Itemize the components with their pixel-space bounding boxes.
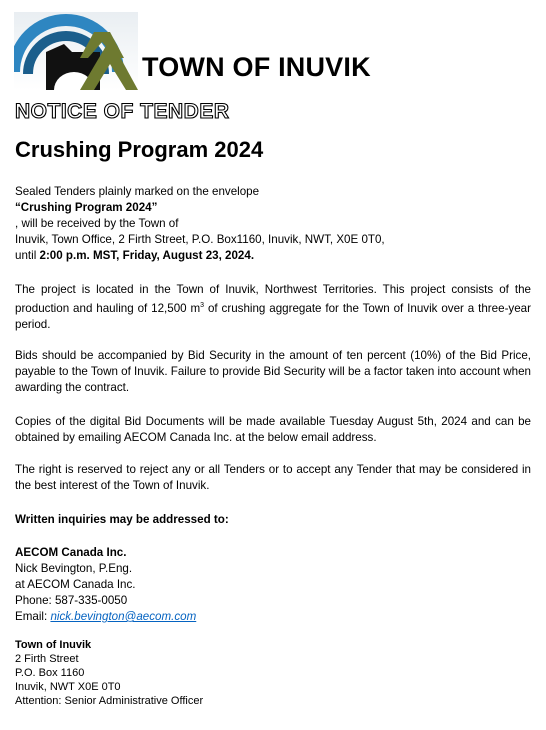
project-paragraph xyxy=(15,282,531,333)
email-link[interactable]: nick.bevington@aecom.com xyxy=(50,610,197,623)
reservation-paragraph: The right is reserved to reject any or all Tenders or to accept any Tender that may be considered in the best interest of the Town of Inuvik. xyxy=(15,463,531,492)
town-po-box: P.O. Box 1160 xyxy=(15,667,85,679)
project-text: of crushing aggregate for the Town of Inuvik over a three-year period. xyxy=(15,301,531,331)
intro-line: , will be received by the Town of xyxy=(15,217,179,230)
org-name: TOWN OF INUVIK xyxy=(142,52,371,82)
contact-name: Nick Bevington, P.Eng. xyxy=(15,562,133,575)
town-logo-header xyxy=(14,12,416,92)
town-of-inuvik-logo-icon xyxy=(14,12,138,90)
project-name: “Crushing Program 2024” xyxy=(15,201,158,214)
inquiries-heading: Written inquiries may be addressed to: xyxy=(15,513,229,526)
notice-heading: NOTICE OF TENDER xyxy=(15,100,230,123)
town-name: Town of Inuvik xyxy=(15,639,92,651)
until-text: until xyxy=(15,249,40,262)
town-street: 2 Firth Street xyxy=(15,653,79,665)
town-address xyxy=(15,638,531,708)
intro-line: Inuvik, Town Office, 2 Firth Street, P.O. Box1160, Inuvik, NWT, X0E 0T0, xyxy=(15,233,385,246)
bids-paragraph: Bids should be accompanied by Bid Security in the amount of ten percent (10%) of the Bid Price, payable to the Town of Inuvik. Failure to provide Bid Security will be a factor taken into account when awarding the contract. xyxy=(15,349,531,394)
deadline-line xyxy=(15,248,531,264)
town-city: Inuvik, NWT X0E 0T0 xyxy=(15,681,121,693)
contact-email-line xyxy=(15,609,531,625)
intro-paragraph xyxy=(15,184,531,264)
aecom-contact xyxy=(15,545,531,625)
town-attention: Attention: Senior Administrative Officer xyxy=(15,695,204,707)
email-label: Email: xyxy=(15,610,51,623)
superscript: 3 xyxy=(200,302,205,309)
contact-company: AECOM Canada Inc. xyxy=(15,546,127,559)
tender-title: Crushing Program 2024 xyxy=(15,137,264,162)
copies-paragraph: Copies of the digital Bid Documents will be made available Tuesday August 5th, 2024 and can be obtained by emailing AECOM Canada Inc. at the below email address. xyxy=(15,415,531,444)
contact-phone: Phone: 587-335-0050 xyxy=(15,594,128,607)
project-text: The project is located in the Town of Inuvik, Northwest Territories. This project consists of the production and hauling of 12,500 m xyxy=(15,283,531,315)
contact-at: at AECOM Canada Inc. xyxy=(15,578,136,591)
intro-line: Sealed Tenders plainly marked on the envelope xyxy=(15,185,260,198)
deadline: 2:00 p.m. MST, Friday, August 23, 2024. xyxy=(39,249,255,262)
